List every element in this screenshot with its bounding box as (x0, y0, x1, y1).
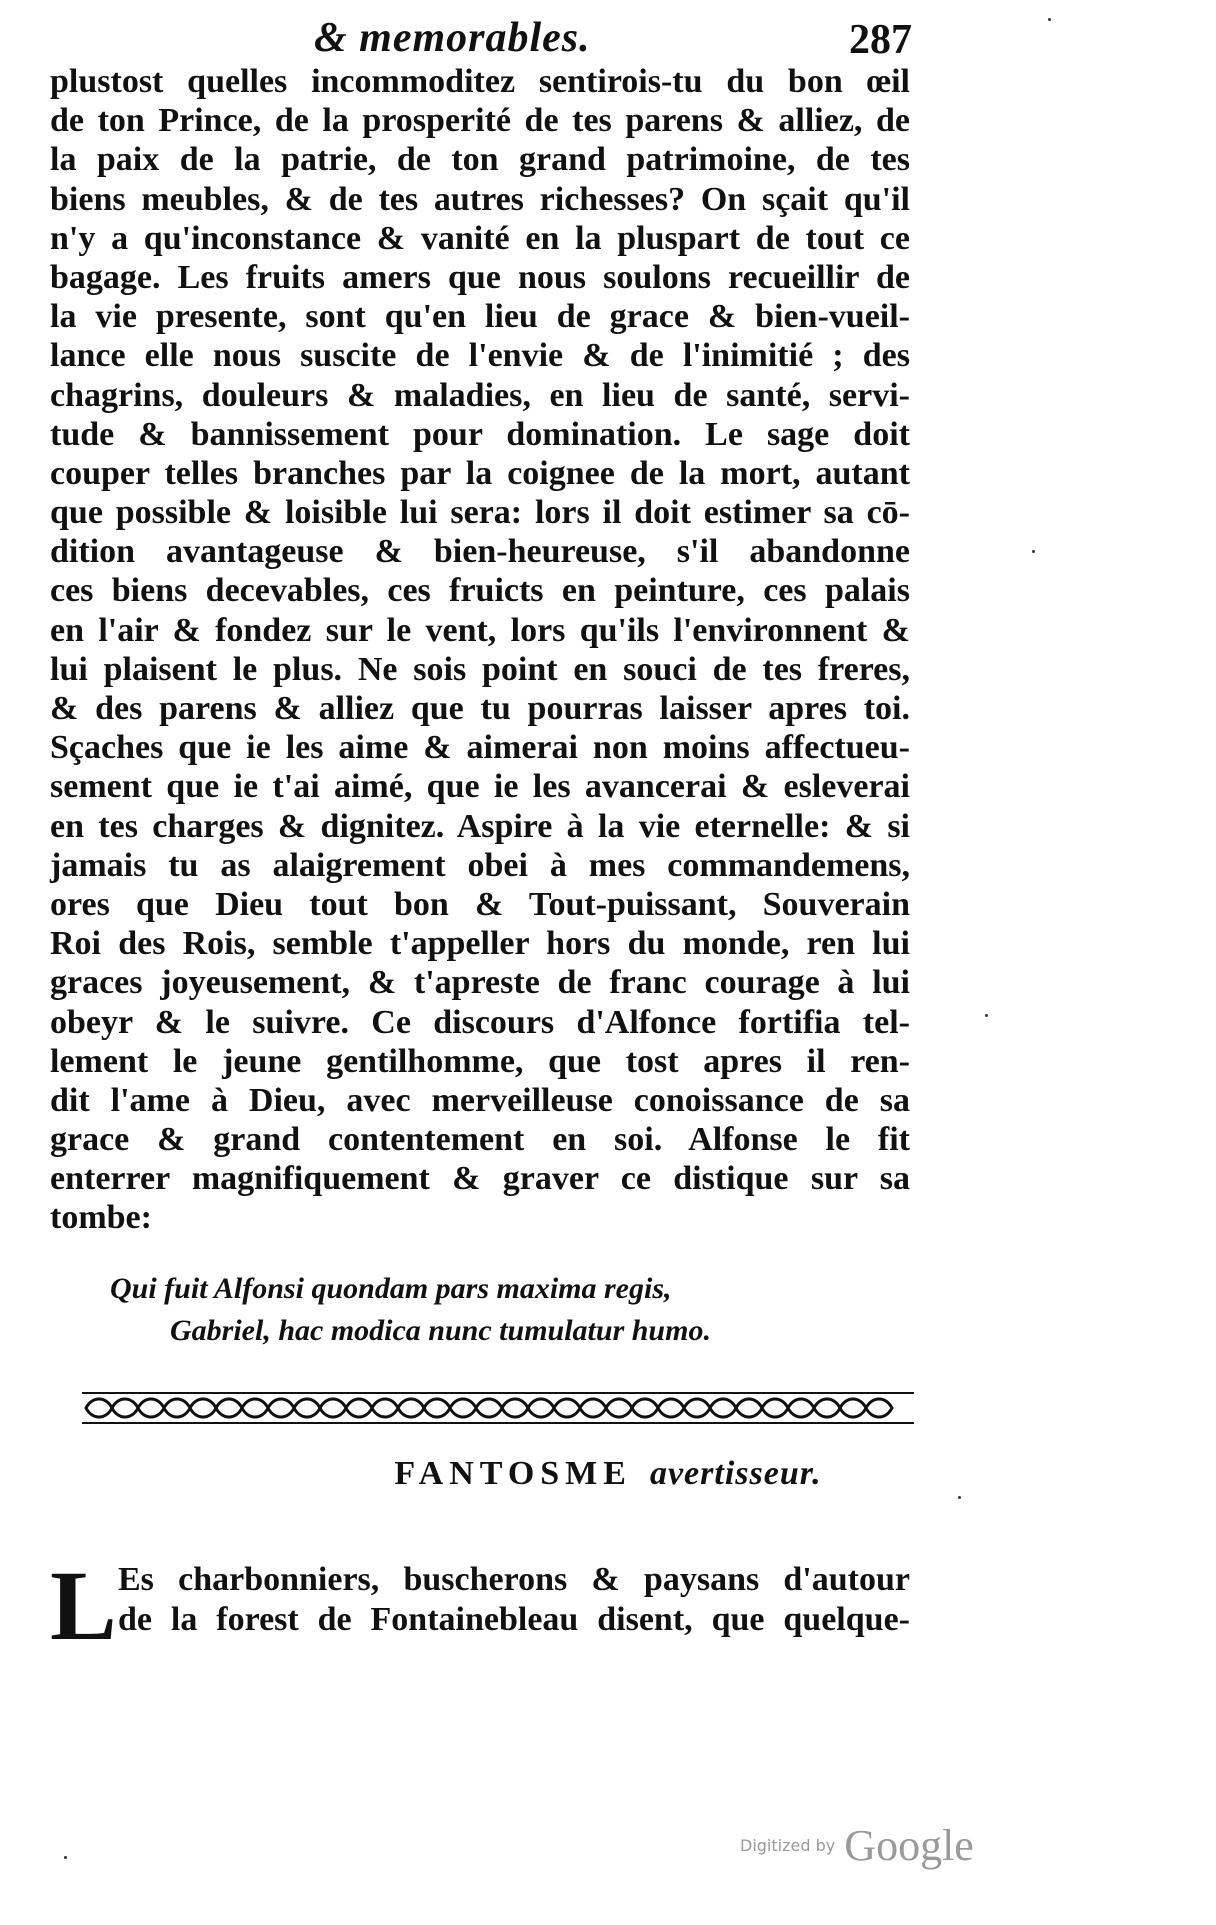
opening-paragraph (118, 1560, 910, 1640)
ink-speck (1032, 550, 1035, 553)
text-line: jamais tu as alaigrement obei à mes commandemens, (50, 846, 910, 884)
text-line: grace & grand contentement en soi. Alfonse le fit (50, 1121, 910, 1159)
ornament-knot (242, 1399, 268, 1417)
text-line: la paix de la patrie, de ton grand patrimoine, de tes (50, 141, 910, 179)
text-line: dition avantageuse & bien-heureuse, s'il abandonne (50, 533, 910, 571)
ornament-knot (580, 1399, 606, 1417)
text-line: lance elle nous suscite de l'envie & de l'inimitié ; des (50, 337, 910, 375)
ink-speck (1048, 18, 1051, 21)
watermark-brand: Google (844, 1821, 974, 1870)
ornament-knot (866, 1399, 892, 1417)
ornament-knot (736, 1399, 762, 1417)
verse-line: Gabriel, hac modica nunc tumulatur humo. (170, 1314, 711, 1347)
text-line: Roi des Rois, semble t'appeller hors du monde, ren lui (50, 925, 910, 963)
section-heading (0, 1455, 1216, 1493)
body-text (50, 62, 910, 1238)
ornament-knot (554, 1399, 580, 1417)
ink-speck (64, 1856, 67, 1859)
text-line: ores que Dieu tout bon & Tout-puissant, Souverain (50, 885, 910, 923)
ornament-knot (762, 1399, 788, 1417)
ornament-knot (268, 1399, 294, 1417)
text-line: que possible & loisible lui sera: lors il doit estimer sa cō- (50, 494, 910, 532)
ornament-knot (606, 1399, 632, 1417)
text-line: graces joyeusement, & t'apreste de franc courage à lui (50, 964, 910, 1002)
text-line: bagage. Les fruits amers que nous soulons recueillir de (50, 258, 910, 296)
ornament-knot (710, 1399, 736, 1417)
text-line: chagrins, douleurs & maladies, en lieu de santé, servi- (50, 376, 910, 414)
ornament-knot (814, 1399, 840, 1417)
text-line: couper telles branches par la coignee de la mort, autant (50, 454, 910, 492)
ornament-knot (190, 1399, 216, 1417)
ornament-knot (320, 1399, 346, 1417)
ornament-knot (528, 1399, 554, 1417)
text-line: la vie presente, sont qu'en lieu de grace & bien-vueil- (50, 298, 910, 336)
drop-cap: L (50, 1550, 117, 1661)
ornament-knot (658, 1399, 684, 1417)
text-line: ces biens decevables, ces fruicts en peinture, ces palais (50, 572, 910, 610)
text-line: de la forest de Fontainebleau disent, que quelque- (118, 1601, 910, 1638)
ornament-band (82, 1390, 914, 1426)
text-line: tombe: (50, 1199, 152, 1237)
ornament-knot (476, 1399, 502, 1417)
text-line: en tes charges & dignitez. Aspire à la vie eternelle: & si (50, 807, 910, 845)
running-title: & memorables. (314, 15, 591, 61)
text-line: tude & bannissement pour domination. Le sage doit (50, 415, 910, 453)
section-heading-word: avertisseur. (649, 1455, 822, 1492)
ornament-knot (138, 1399, 164, 1417)
text-line: lui plaisent le plus. Ne sois point en souci de tes freres, (50, 650, 910, 688)
ornament-knot (372, 1399, 398, 1417)
text-line: plustost quelles incommoditez sentirois-tu du bon œil (50, 63, 910, 100)
ornament-knot (216, 1399, 242, 1417)
ornament-knot (788, 1399, 814, 1417)
text-line: biens meubles, & de tes autres richesses? On sçait qu'il (50, 180, 910, 218)
ornament-knot (164, 1399, 190, 1417)
ornament-knot (450, 1399, 476, 1417)
text-line: de ton Prince, de la prosperité de tes parens & alliez, de (50, 102, 910, 140)
text-line: & des parens & alliez que tu pourras laisser apres toi. (50, 690, 910, 727)
ornament-knot (840, 1399, 866, 1417)
text-line: obeyr & le suivre. Ce discours d'Alfonce fortifia tel- (50, 1003, 910, 1041)
section-heading-word: FANTOSME (394, 1455, 632, 1492)
text-line: n'y a qu'inconstance & vanité en la pluspart de tout ce (50, 219, 910, 257)
text-line: lement le jeune gentilhomme, que tost apres il ren- (50, 1042, 910, 1080)
ornament-knot (684, 1399, 710, 1417)
page-number: 287 (849, 17, 912, 63)
ink-speck (958, 1496, 961, 1499)
text-line: en l'air & fondez sur le vent, lors qu'ils l'environnent & (50, 611, 910, 649)
ornament-knot (294, 1399, 320, 1417)
watermark-prefix: Digitized by (740, 1836, 836, 1855)
text-line: Es charbonniers, buscherons & paysans d'autour (118, 1561, 910, 1598)
digitization-watermark (740, 1820, 974, 1871)
ornament-knot (86, 1399, 112, 1417)
ornament-knot (502, 1399, 528, 1417)
latin-epitaph (110, 1268, 870, 1352)
ornament-knot (346, 1399, 372, 1417)
ink-speck (985, 1014, 988, 1017)
text-line: enterrer magnifiquement & graver ce distique sur sa (50, 1160, 910, 1198)
ornament-knot (112, 1399, 138, 1417)
ornament-knot (424, 1399, 450, 1417)
ornament-knot (398, 1399, 424, 1417)
text-line: sement que ie t'ai aimé, que ie les avancerai & esleverai (50, 768, 910, 806)
text-line: Sçaches que ie les aime & aimerai non moins affectueu- (50, 729, 910, 767)
verse-line: Qui fuit Alfonsi quondam pars maxima regis, (110, 1272, 672, 1305)
text-line: dit l'ame à Dieu, avec merveilleuse conoissance de sa (50, 1081, 910, 1119)
ornament-knot (632, 1399, 658, 1417)
